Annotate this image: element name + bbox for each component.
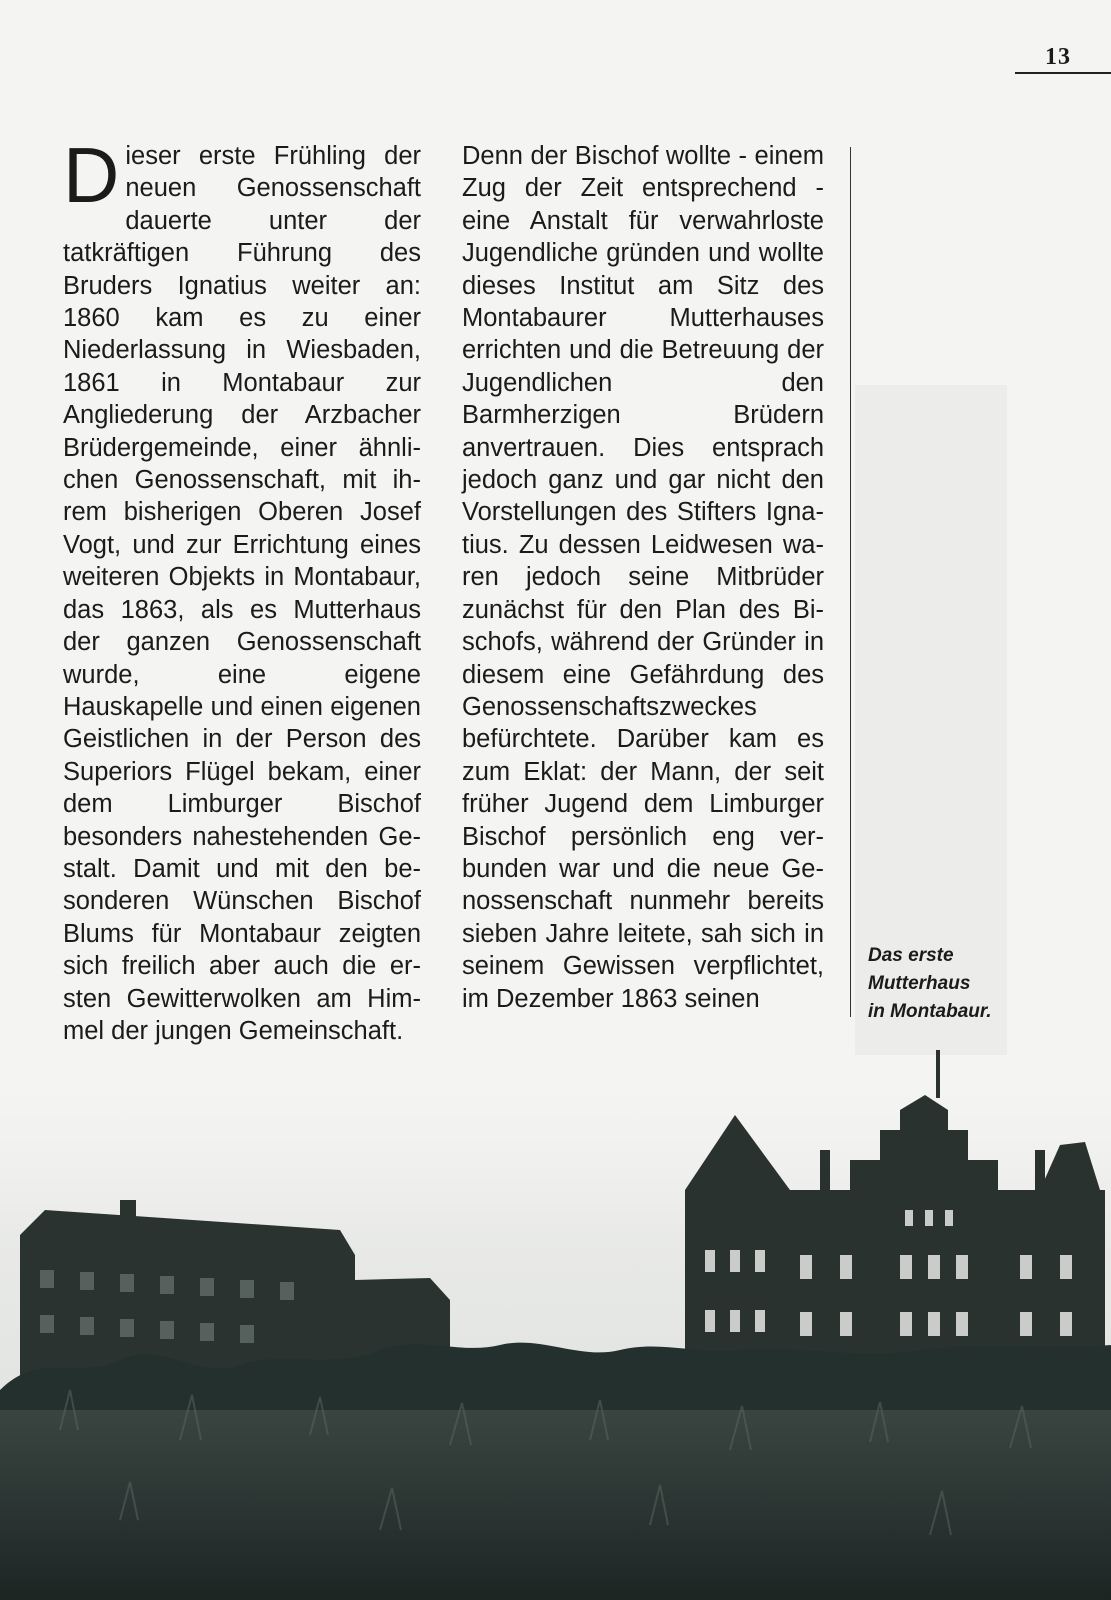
paragraph-left (63, 131, 421, 1047)
paragraph-middle: Denn der Bischof wollte - einem Zug der Zeit entsprechend - eine Anstalt für verwahrloste Jugendliche gründen und wollte dieses Institut am Sitz des Montabaurer Mutterhauses errichten und die Betreuung der Jugendlichen den Barmherzigen Brüdern anvertrauen. Dies entsprach jedoch ganz und gar nicht den Vorstellungen des Stifters Ignatius. Zu dessen Leidwesen waren jedoch seine Mitbrüder zunächst für den Plan des Bischofs, während der Gründer in diesem eine Gefährdung des Genossenschaftszweckes befürchtete. Darüber kam es zum Eklat: der Mann, der seit früher Jugend dem Limburger Bischof persönlich eng verbunden war und die neue Genossenschaft nunmehr bereits sieben Jahre leitete, sah sich in seinem Gewissen verpflichtet, im Dezember 1863 seinen (462, 142, 824, 1013)
text-column-middle (462, 140, 824, 1015)
column-divider (850, 147, 851, 1017)
text-column-left (63, 131, 421, 1047)
mutterhaus-photo (0, 1050, 1111, 1600)
dropcap: D (63, 131, 120, 219)
page-number-rule (1015, 72, 1111, 74)
caption-line-3: in Montabaur. (868, 1001, 992, 1022)
page-number: 13 (1045, 44, 1071, 70)
caption-line-2: Mutterhaus (868, 973, 971, 994)
paragraph-left-text: ieser erste Frühling der neuen Genossenschaft dauerte unter der tatkräftigen Führung des Bruders Ignatius weiter an: 1860 kam es zu einer Niederlassung in Wiesbaden, 1861 in Montabaur zur Angliederung der Arzbacher Brüdergemeinde, einer ähnlichen Genossenschaft, mit ihrem bisherigen Oberen Josef Vogt, und zur Errichtung eines weiteren Objekts in Montabaur, das 1863, als es Mutterhaus der ganzen Genossenschaft wurde, eine eigene Hauskapelle und einen eigenen Geistlichen in der Person des Superiors Flügel bekam, einer dem Limburger Bischof besonders nahestehenden Gestalt. Damit und mit den besonderen Wünschen Bischof Blums für Montabaur zeigten sich freilich aber auch die ersten Gewitterwolken am Himmel der jungen Gemeinschaft. (63, 142, 421, 1045)
caption-line-1: Das erste (868, 945, 954, 966)
photo-caption (868, 942, 1018, 1026)
